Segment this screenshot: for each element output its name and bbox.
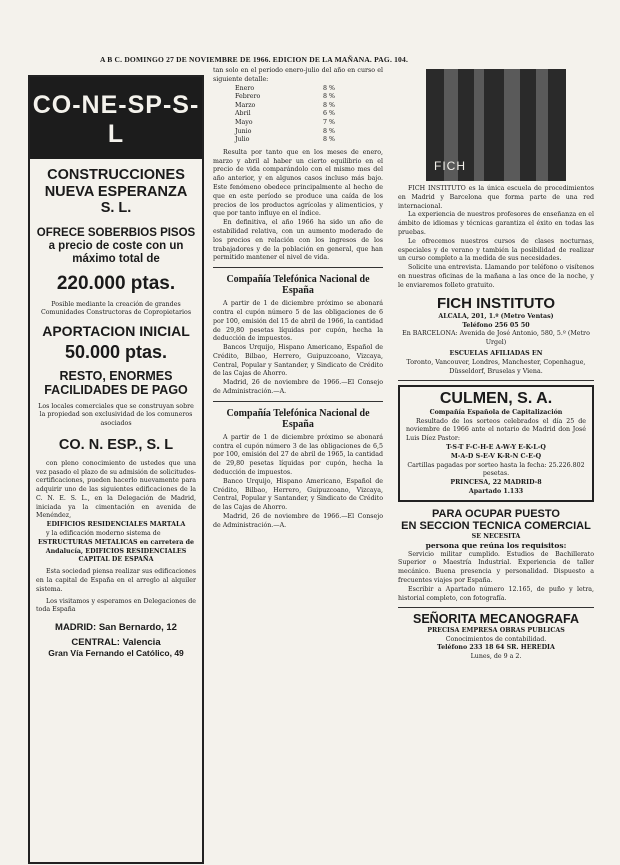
ad-aportacion-amount: 50.000 ptas. [64,342,168,363]
ad-text-4b: ESTRUCTURAS METALICAS en carretera de Andalucía, EDIFICIOS RESIDENCIALES CAPITAL DE ESPAÑA [37,538,195,564]
price-table-row [235,128,383,137]
price-table-row [235,119,383,128]
price-table-row [235,110,383,119]
culmen-codes-2: M-A-D S-E-V K-R-N C-E-Q [450,452,542,460]
price-table-row [235,93,383,102]
month-label: Marzo [235,101,256,109]
ad-text-2: Los locales comerciales que se construyan sobre la propiedad son exclusividad de los comuneros asociados [38,402,194,428]
fich-text-3: Le ofrecemos nuestros cursos de clases nocturnas, especiales y de verano y también la posibilidad de realizar un curso completo a la medida de sus necesidades. [398,237,594,263]
article-para-2: En definitiva, el año 1966 ha sido un año de estabilidad relativa, con un aumento moderado de los precios en relación con los ingresos de los trabajadores y de la población en general, que han permitido mantener el nivel de vida. [213,219,383,262]
divider [213,401,383,402]
culmen-address: PRINCESA, 22 MADRID-8 [450,479,542,487]
month-label: Mayo [235,118,253,126]
secretary-title: SEÑORITA MECANOGRAFA [413,612,579,627]
page-header: A B C. DOMINGO 27 DE NOVIEMBRE DE 1966. EDICION DE LA MAÑANA. PAG. 104. [100,55,409,64]
culmen-subtitle: Compañía Española de Capitalización [429,408,563,416]
fich-title: FICH INSTITUTO [436,294,556,312]
ad-company: CO. N. ESP., S. L [58,437,174,454]
secretary-subtitle: PRECISA EMPRESA OBRAS PUBLICAS [427,626,565,634]
notice-2-para-1: A partir de 1 de diciembre próximo se abonará contra el cupón número 3 de las obligaciones de 6,5 por 100, emisión del 27 de abril de 1965, la cantidad de 29,80 pesetas líquidas por cupón, hecha la deducción de impuestos. [213,433,383,477]
article-para-1: Resulta por tanto que en los meses de enero, marzo y abril al haber un cierto equilibrio en el precio de vida comparándolo con el mismo mes del año anterior, y en algunos casos incluso más bajo. Este fenómeno obedece principalmente al hecho de que en este período se produce una caída de los precios de los productos agrícolas y alimenticios, y que por tanto influye en el índice. [213,148,383,218]
ad-title-2: NUEVA ESPERANZA [44,183,188,200]
secretary-phone: Teléfono 233 18 64 SR. HEREDIA [437,644,555,652]
month-value: 8 % [323,136,335,144]
conespsl-logo: CO-NE-SP-S-L [30,77,202,159]
conespsl-ad [28,75,204,864]
ad-central: CENTRAL: Valencia [71,637,161,649]
culmen-text: Resultado de los sorteos celebrados el día 25 de noviembre de 1966 ante el notario de Madrid don José Luis Díez Pastor: [406,417,586,443]
ad-resto-2: FACILIDADES DE PAGO [44,383,188,398]
job-person: persona que reúna los requisitos: [425,540,567,550]
culmen-title: CULMEN, S. A. [439,390,553,408]
ad-offer-3: máximo total de [72,253,160,266]
fich-cities: Toronto, Vancouver, Londres, Manchester, Copenhague, Düsseldorf, Bruselas y Viena. [406,358,586,375]
month-value: 6 % [323,110,335,118]
notice-1-heading: Compañía Telefónica Nacional de España [226,274,370,297]
right-column [398,67,594,862]
notice-1-signature: Madrid, 26 de noviembre de 1966.—El Consejo de Administración.—A. [213,379,383,396]
fich-logo-word: FICH [434,159,466,173]
ad-price: 220.000 ptas. [56,272,176,294]
ad-madrid: MADRID: San Bernardo, 12 [55,622,177,634]
price-table-row [235,102,383,111]
ad-text-5: Esta sociedad piensa realizar sus edificaciones en la capital de España en el arreglo al alquiler sistema. [36,568,196,593]
fich-logo-image [426,69,566,181]
notice-1-para-1: A partir de 1 de diciembre próximo se abonará contra el cupón número 5 de las obligaciones de 6 por 100, emisión del 15 de abril de 1966, la cantidad de 29,80 pesetas líquidas por cupón, hecha la deducción de impuestos. [213,300,383,343]
secretary-text: Conocimientos de contabilidad. [445,635,547,643]
month-value: 8 % [323,101,335,109]
job-text: Servicio militar cumplido. Estudios de Bachillerato Superior o Maestría Industrial. Experiencia de taller mecánico. Buena presencia y personalidad. Dispuesto a frecuentes viajes por España. [398,550,594,585]
middle-column [213,67,383,862]
job-title-1: PARA OCUPAR PUESTO [432,507,560,520]
divider [213,267,383,268]
ad-resto-1: RESTO, ENORMES [59,368,173,383]
month-label: Febrero [235,93,261,101]
fich-address: ALCALA, 201, 1.º (Metro Ventas) [438,312,554,320]
fich-text-1: FICH INSTITUTO es la única escuela de procedimientos en Madrid y Barcelona que forma parte de una red internacional. [398,185,594,210]
culmen-text-2: Cartillas pagadas por sorteo hasta la fecha: 25.226.802 pesetas. [407,461,585,478]
fich-text-4: Solicite una entrevista. Llamando por teléfono o visítenos en nuestras oficinas de la mañana a las once de la noche, y le enviaremos folleto gratuito. [398,264,594,289]
ad-text-4: y la edificación moderno sistema de [46,530,161,538]
notice-2-heading: Compañía Telefónica Nacional de España [226,407,370,430]
fich-phone: Teléfono 256 05 50 [462,321,530,329]
month-value: 8 % [323,84,335,92]
ad-title-3: S. L. [100,200,132,217]
fich-escuelas: ESCUELAS AFILIADAS EN [449,350,543,357]
month-value: 8 % [323,127,335,135]
fich-barcelona: En BARCELONA: Avenida de José Antonio, 580, 5.º (Metro Urgel) [402,330,590,347]
ad-aportacion: APORTACION INICIAL [42,323,190,340]
culmen-codes-1: T-S-T F-C-H-E A-W-Y E-K-L-Q [446,443,546,451]
ad-central-address: Gran Vía Fernando el Católico, 49 [48,648,184,659]
ad-text-3: con pleno conocimiento de ustedes que una vez pasado el plazo de su admisión de solicitudes-certificaciones, pueden hacerlo nuevamente para adquirir uno de las siguientes edificaciones de la C. N. E. S. L., en la Delegación de Madrid, iniciada ya la cimentación en avenida de Menéndez, [36,459,196,520]
culmen-apartado: Apartado 1.133 [468,487,524,495]
month-value: 7 % [323,118,335,126]
ad-title-1: CONSTRUCCIONES [47,167,185,183]
secretary-hours: Lunes, de 9 a 2. [470,653,522,661]
ad-offer-2: a precio de coste con un [48,240,184,253]
divider [398,607,594,608]
price-table-row [235,136,383,145]
notice-1-para-2: Bancos Urquijo, Hispano Americano, Español de Crédito, Bilbao, Herrero, Guipuzcoano, Vizcaya, Central, Popular y Santander, y Sindicato de Crédito de las Cajas de Ahorro. [213,344,383,378]
price-table [235,85,383,145]
price-table-row [235,85,383,94]
culmen-ad [398,385,594,501]
ad-text-3b: EDIFICIOS RESIDENCIALES MARTALA [46,521,186,529]
job-title-2: EN SECCION TECNICA COMERCIAL [401,520,591,533]
fich-text-2: La experiencia de nuestros profesores de enseñanza en el ámbito de idiomas y técnicas garantiza el éxito en todas las pruebas. [398,211,594,236]
ad-offer-1: OFRECE SOBERBIOS PISOS [36,227,196,240]
ad-text-1: Posible mediante la creación de grandes Comunidades Constructoras de Copropietarios [40,300,192,317]
month-label: Junio [235,127,252,135]
month-value: 8 % [323,93,335,101]
month-label: Julio [235,136,250,144]
month-label: Enero [235,84,255,92]
article-intro: tan solo en el período enero-julio del año en curso el siguiente detalle: [213,67,383,83]
month-label: Abril [235,110,251,118]
divider [398,380,594,381]
notice-2-signature: Madrid, 26 de noviembre de 1966.—El Consejo de Administración.—A. [213,513,383,529]
notice-2-para-2: Banco Urquijo, Hispano Americano, Español de Crédito, Bilbao, Herrero, Guipuzcoano, Vizcaya, Central, Popular y Santander, y Sindicato de Crédito de las Cajas de Ahorro. [213,477,383,512]
job-need: SE NECESITA [471,533,521,541]
ad-text-6: Los visitamos y esperamos en Delegaciones de toda España [36,597,196,614]
job-text-2: Escribir a Apartado número 12.165, de puño y letra, historial completo, con fotografía. [398,585,594,602]
